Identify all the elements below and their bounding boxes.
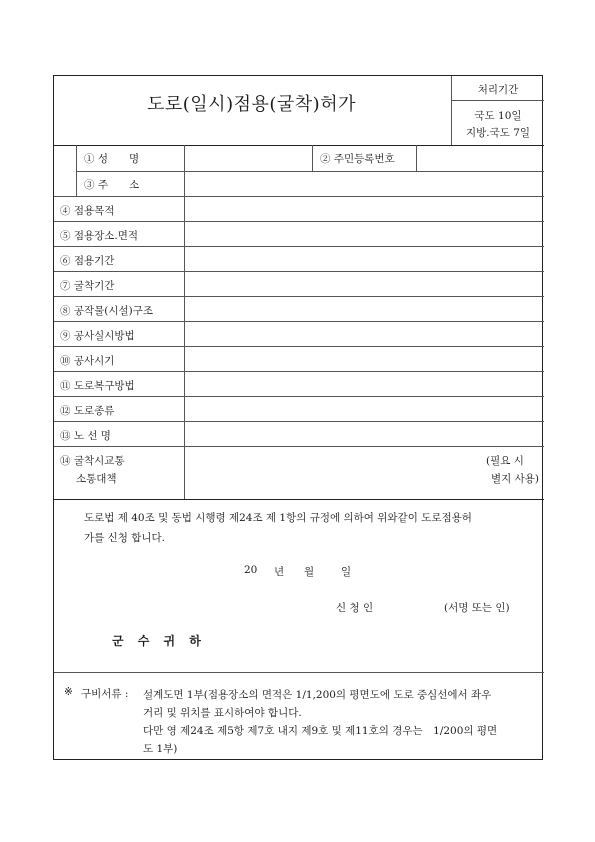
- row-label-construction-time: ⑩ 공사시기: [60, 355, 115, 367]
- traffic-plan-field[interactable]: [186, 448, 486, 496]
- occupancy-period-field[interactable]: [186, 248, 542, 270]
- processing-divider: [451, 100, 544, 101]
- attachments-line-2: 거리 및 위치를 표시하여야 합니다.: [143, 707, 302, 719]
- road-type-field[interactable]: [186, 398, 542, 420]
- traffic-plan-label-line1: ⑭ 굴착시교통: [60, 455, 125, 467]
- processing-local-road: 지방.국도 7일: [465, 127, 531, 139]
- resident-id-label: ② 주민등록번호: [320, 153, 395, 165]
- date-year-prefix: 20: [244, 564, 258, 576]
- row-label-location-area: ⑤ 점용장소.면적: [60, 230, 139, 242]
- applicant-bottom-border: [54, 196, 544, 197]
- row-divider: [54, 396, 544, 397]
- row-label-excavation-period: ⑦ 굴착기간: [60, 280, 115, 292]
- row-divider: [54, 321, 544, 322]
- traffic-plan-note-line2: 별지 사용): [491, 473, 540, 485]
- recipient: 군 수 귀 하: [112, 634, 206, 648]
- form-title: 도로(일시)점용(굴착)허가: [147, 94, 356, 115]
- construction-method-field[interactable]: [186, 323, 542, 345]
- header-bottom-border: [54, 145, 544, 146]
- resident-id-field[interactable]: [418, 147, 542, 169]
- traffic-plan-label-line2: 소통대책: [76, 473, 117, 485]
- purpose-field[interactable]: [186, 198, 542, 220]
- row-divider: [54, 246, 544, 247]
- row-label-construction-method: ⑨ 공사실시방법: [60, 330, 135, 342]
- restoration-method-field[interactable]: [186, 373, 542, 395]
- row-divider: [54, 371, 544, 372]
- id-label-left-divider: [312, 145, 313, 171]
- row-label-purpose: ④ 점용목적: [60, 205, 115, 217]
- row-divider: [54, 446, 544, 447]
- date-day-label: 일: [341, 566, 352, 578]
- row-label-occupancy-period: ⑥ 점용기간: [60, 255, 115, 267]
- row-divider: [54, 296, 544, 297]
- statement-line-1: 도로법 제 40조 및 동법 시행령 제24조 제 1항의 규정에 의하여 위와같이 도로점용허: [84, 512, 472, 524]
- statement-line-2: 가를 신청 합니다.: [84, 532, 166, 544]
- attachments-line-1: 설계도면 1부(점용장소의 면적은 1/1,200의 평면도에 도로 중심선에서 좌우: [143, 689, 492, 701]
- row-label-route-name: ⑬ 노 선 명: [60, 430, 111, 442]
- row-label-restoration-method: ⑪ 도로복구방법: [60, 380, 135, 392]
- applicant-row-divider: [76, 171, 544, 172]
- attachments-label: 구비서류 :: [81, 688, 129, 700]
- attachments-line-3: 다만 영 제24조 제5항 제7호 내지 제9호 및 제11호의 경우는 1/200의 평면: [143, 725, 498, 737]
- sign-or-seal-note: (서명 또는 인): [444, 602, 510, 614]
- traffic-plan-note-line1: (필요 시: [486, 455, 524, 467]
- attachments-line-4: 도 1부): [143, 743, 178, 755]
- applicant-sign-label: 신 청 인: [336, 602, 374, 614]
- address-field[interactable]: [186, 173, 542, 195]
- row-label-road-type: ⑫ 도로종류: [60, 405, 115, 417]
- address-label: ③ 주 소: [84, 179, 140, 191]
- application-statement: [84, 508, 534, 548]
- applicant-signature-field[interactable]: [384, 596, 439, 616]
- permit-application-form: [53, 75, 543, 760]
- id-label-right-divider: [416, 145, 417, 171]
- name-field[interactable]: [186, 147, 310, 169]
- note-mark: ※: [64, 686, 73, 698]
- row-divider: [54, 271, 544, 272]
- construction-time-field[interactable]: [186, 348, 542, 370]
- date-year-label: 년: [274, 566, 285, 578]
- structure-field[interactable]: [186, 298, 542, 320]
- row-divider: [54, 346, 544, 347]
- route-name-field[interactable]: [186, 423, 542, 445]
- table-bottom-border: [54, 499, 544, 500]
- row-label-structure: ⑧ 공작물(시설)구조: [60, 305, 154, 317]
- date-month-label: 월: [304, 566, 315, 578]
- processing-national-road: 국도 10일: [474, 110, 522, 122]
- excavation-period-field[interactable]: [186, 273, 542, 295]
- attachments-top-border: [54, 672, 544, 673]
- row-divider: [54, 421, 544, 422]
- location-area-field[interactable]: [186, 223, 542, 245]
- row-divider: [54, 221, 544, 222]
- name-label: ① 성 명: [84, 153, 140, 165]
- processing-period-label: 처리기간: [477, 84, 519, 96]
